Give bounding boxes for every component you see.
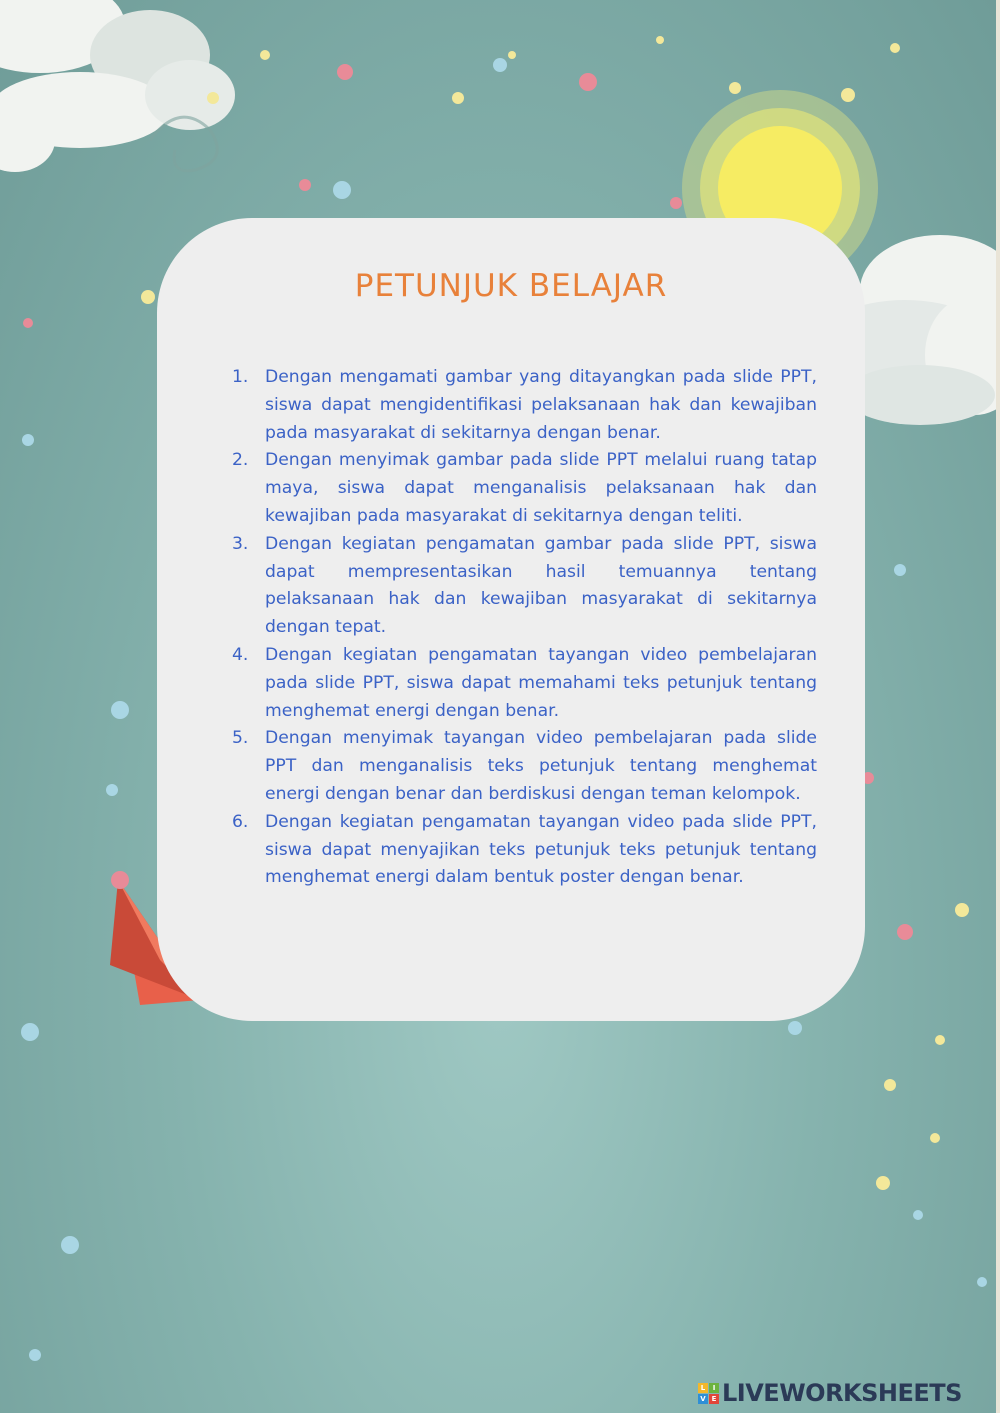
list-item bbox=[232, 725, 817, 808]
list-item bbox=[232, 531, 817, 642]
logo-letter: V bbox=[698, 1394, 708, 1404]
item-number: 2. bbox=[232, 450, 249, 471]
logo-letter: E bbox=[709, 1394, 719, 1404]
list-item bbox=[232, 447, 817, 530]
list-item bbox=[232, 642, 817, 725]
item-text: Dengan kegiatan pengamatan tayangan video pembelajaran pada slide PPT, siswa dapat memahami teks petunjuk tentang menghemat energi dengan benar. bbox=[265, 644, 817, 721]
logo-letter: L bbox=[698, 1383, 708, 1393]
item-text: Dengan menyimak tayangan video pembelajaran pada slide PPT dan menganalisis teks petunjuk tentang menghemat energi dengan benar dan berdiskusi dengan teman kelompok. bbox=[265, 728, 817, 804]
list-item bbox=[232, 364, 817, 447]
page-edge bbox=[996, 0, 1000, 1413]
item-number: 3. bbox=[232, 533, 249, 554]
logo-letter: I bbox=[709, 1383, 719, 1393]
item-text: Dengan menyimak gambar pada slide PPT melalui ruang tatap maya, siswa dapat menganalisis pelaksanaan hak dan kewajiban pada masyarakat di sekitarnya dengan teliti. bbox=[265, 450, 817, 526]
item-text: Dengan kegiatan pengamatan gambar pada slide PPT, siswa dapat mempresentasikan hasil temuannya tentang pelaksanaan hak dan kewajiban masyarakat di sekitarnya dengan tepat. bbox=[265, 533, 817, 638]
page-title: PETUNJUK BELAJAR bbox=[354, 268, 668, 304]
item-number: 1. bbox=[232, 367, 249, 387]
item-number: 5. bbox=[232, 728, 249, 749]
item-text: Dengan mengamati gambar yang ditayangkan pada slide PPT, siswa dapat mengidentifikasi pelaksanaan hak dan kewajiban pada masyarakat di sekitarnya dengan benar. bbox=[265, 367, 817, 443]
cloud-icon bbox=[0, 0, 235, 172]
list-item bbox=[232, 809, 817, 892]
item-number: 6. bbox=[232, 811, 249, 832]
brand-name: LIVEWORKSHEETS bbox=[722, 1379, 962, 1407]
liveworksheets-footer[interactable] bbox=[698, 1378, 962, 1408]
liveworksheets-logo-icon bbox=[698, 1383, 719, 1404]
item-number: 4. bbox=[232, 644, 249, 665]
instruction-list bbox=[232, 364, 817, 892]
item-text: Dengan kegiatan pengamatan tayangan video pada slide PPT, siswa dapat menyajikan teks petunjuk teks petunjuk tentang menghemat energi dalam bentuk poster dengan benar. bbox=[265, 811, 817, 888]
content-card bbox=[157, 218, 865, 1021]
